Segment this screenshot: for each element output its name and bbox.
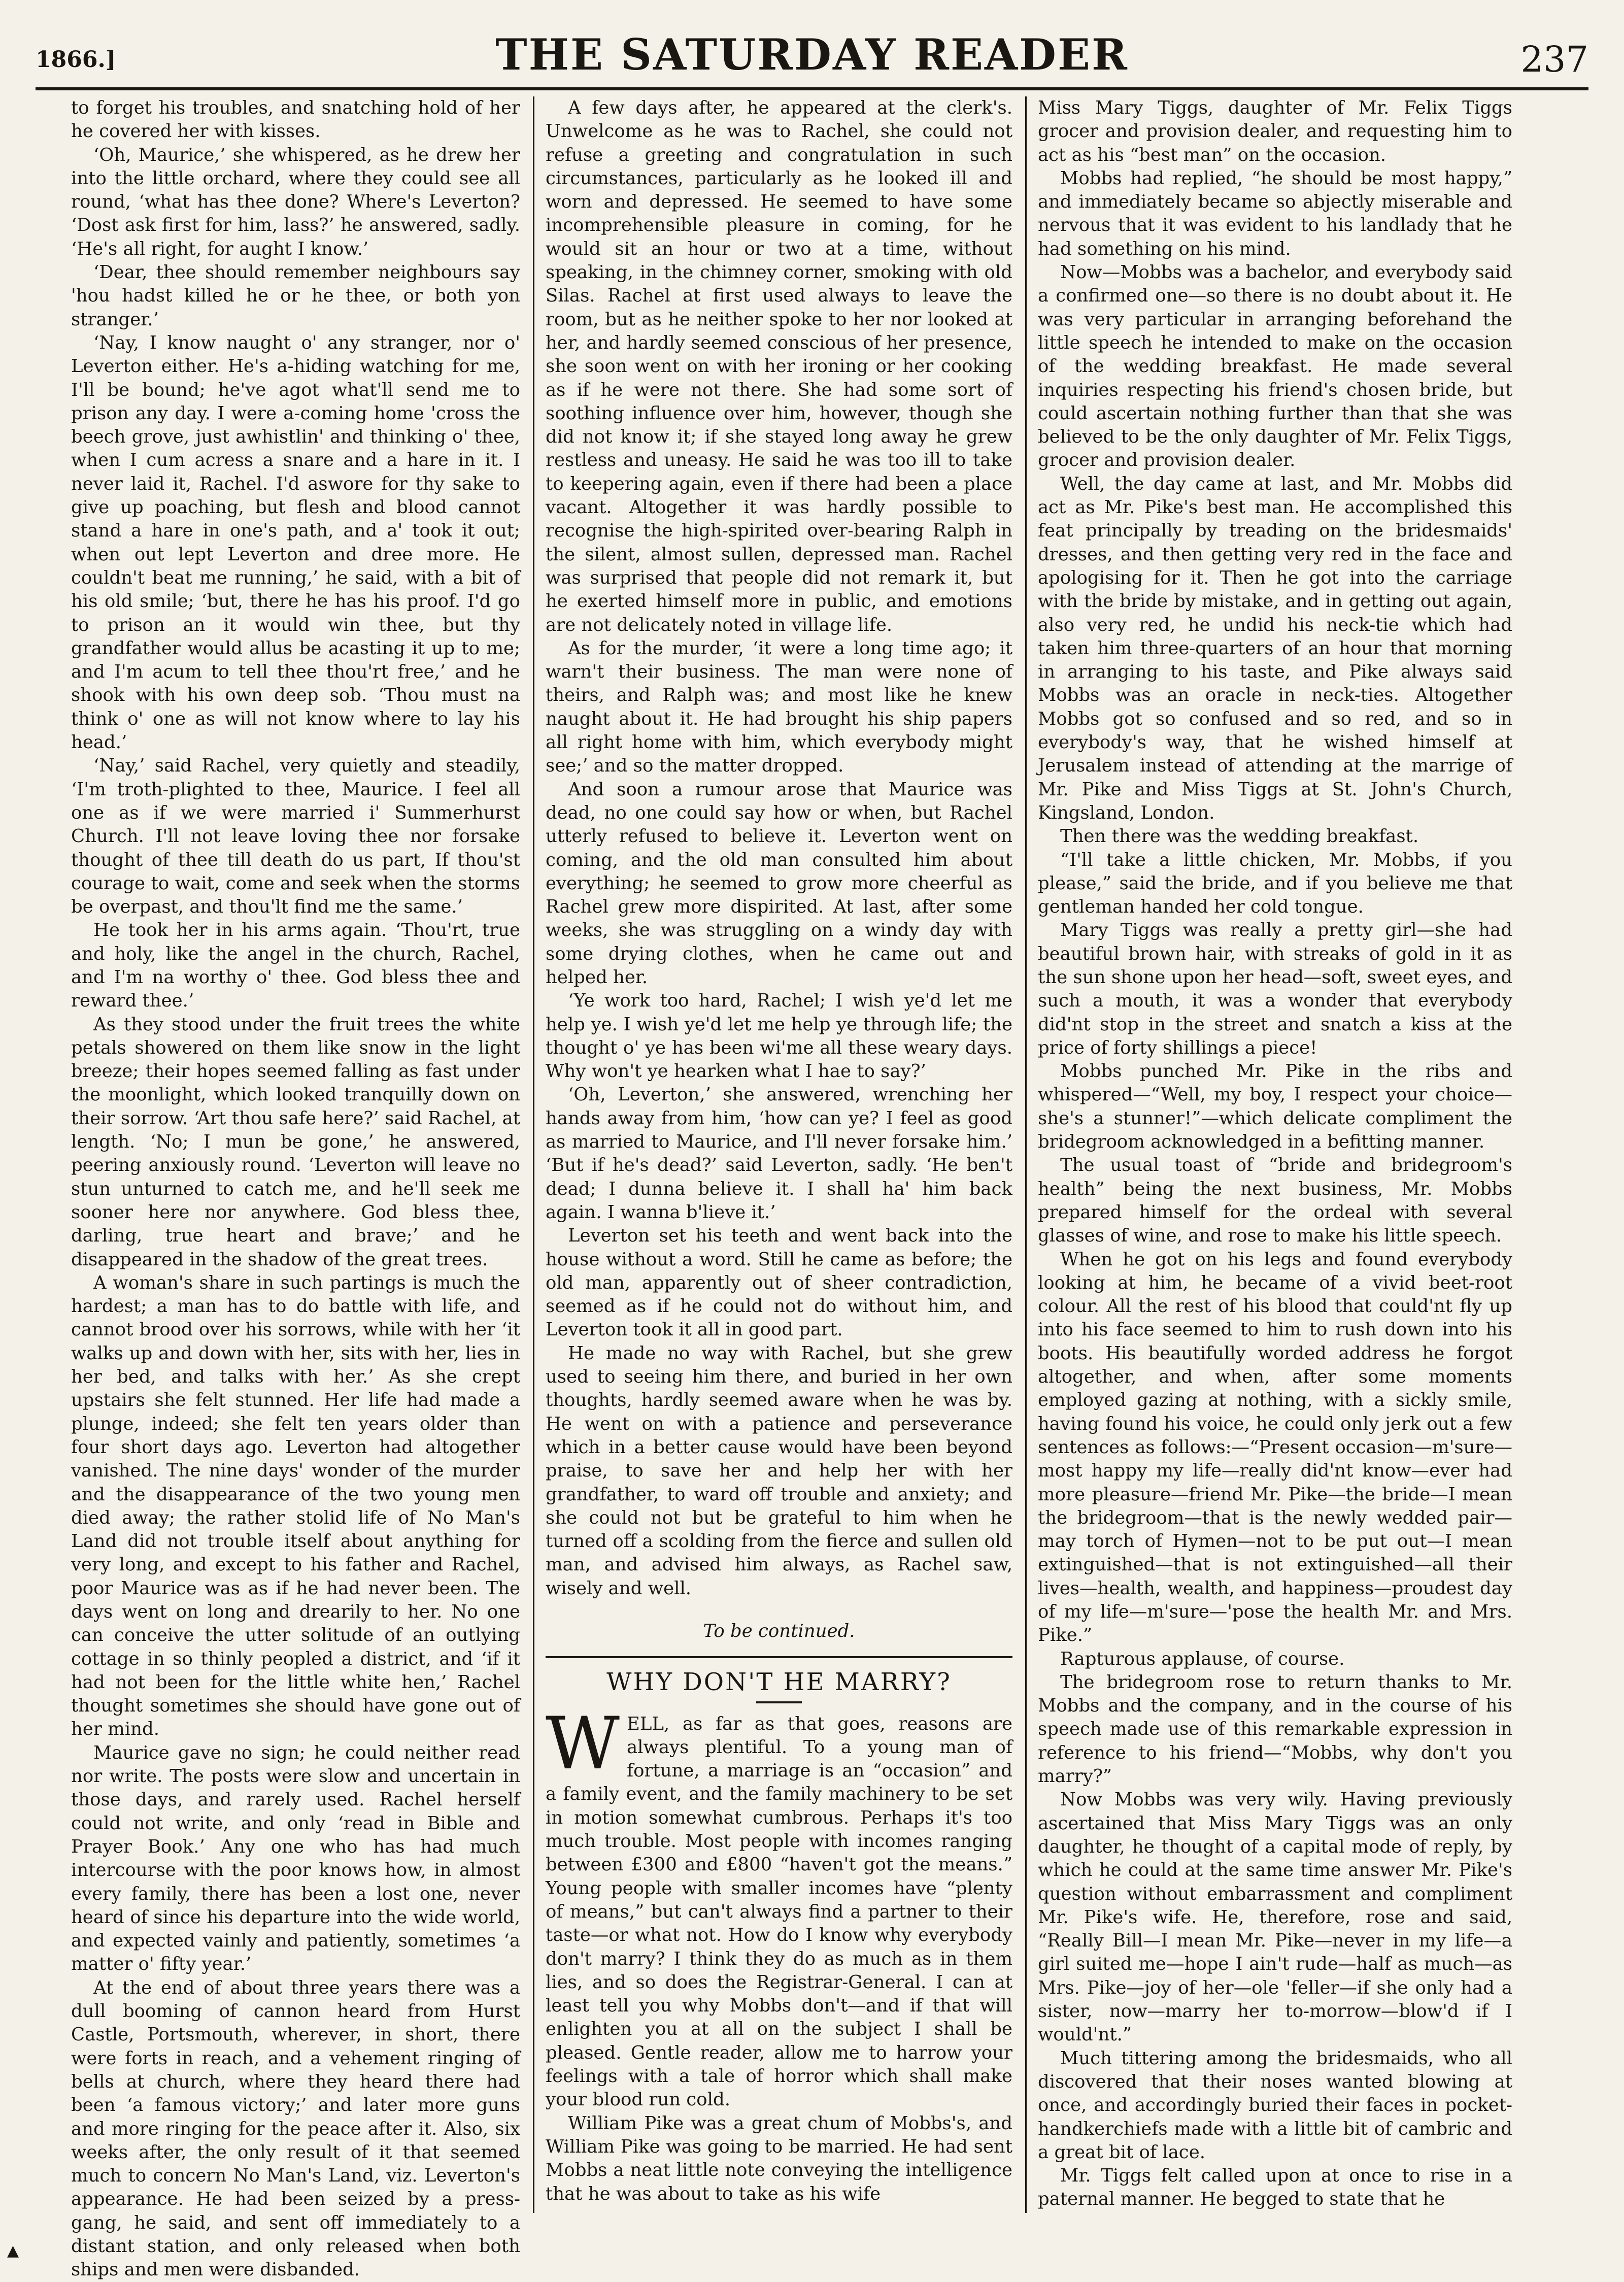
paragraph: Mobbs punched Mr. Pike in the ribs and whispered—“Well, my boy, I respect your choice—she's a stunner!”—which delicate compliment the bridegroom acknowledged in a befitting manner. xyxy=(1038,1061,1512,1153)
paragraph: Mary Tiggs was really a pretty girl—she had beautiful brown hair, with streaks of gold in it as the sun shone upon her head—soft, sweet eyes, and such a mouth, it was a wonder that everybody did'nt stop in the street and snatch a kiss at the price of forty shillings a piece! xyxy=(1038,920,1512,1058)
drop-cap: W xyxy=(546,1701,620,1786)
paragraph: When he got on his legs and found everybody looking at him, he became of a vivid beet-root colour. All the rest of his blood that could'nt fly up into his face seemed to him to rush down into his boots. His beautifully worded address he forgot altogether, and when, after some moments employed gazing at nothing, with a sickly smile, having found his voice, he could only jerk out a few sentences as follows:—“Present occasion—m'sure—most happy my life—really did'nt know—ever had more pleasure—friend Mr. Pike—the bride—I mean the bridegroom—that is the newly wedded pair—may torch of Hymen—not to be put out—I mean extinguished—that is not extinguished—all their lives—health, wealth, and happiness—proudest day of my life—m'sure—'pose the health Mr. and Mrs. Pike.” xyxy=(1038,1249,1512,1646)
publication-title: THE SATURDAY READER xyxy=(495,29,1129,80)
paragraph: Mr. Tiggs felt called upon at once to rise in a paternal manner. He begged to state that he xyxy=(1038,2165,1512,2210)
text-column-1 xyxy=(71,96,520,2280)
paragraph: Leverton set his teeth and went back into the house without a word. Still he came as before; the old man, apparently out of sheer contradiction, seemed as if he could not do without him, and Leverton took it all in good part. xyxy=(546,1225,1012,1340)
paragraph: ‘Ye work too hard, Rachel; I wish ye'd let me help ye. I wish ye'd let me help ye through life; the thought o' ye has been wi'me all these weary days. Why won't ye hearken what I hae to say?’ xyxy=(546,990,1012,1082)
paragraph: A few days after, he appeared at the clerk's. Unwelcome as he was to Rachel, she could not refuse a greeting and congratulation in such circumstances, particularly as he looked ill and worn and depressed. He seemed to have some incomprehensible pleasure in coming, for he would sit an hour or two at a time, without speaking, in the chimney corner, smoking with old Silas. Rachel at first used always to leave the room, but as he neither spoke to her nor looked at her, and hardly seemed conscious of her presence, she soon went on with her ironing or her cooking as if he were not there. She had some sort of soothing influence over him, however, though she did not know it; if she stayed long away he grew restless and uneasy. He said he was too ill to take to keepering again, even if there had been a place vacant. Altogether it was hardly possible to recognise the high-spirited over-bearing Ralph in the silent, almost sullen, depressed man. Rachel was surprised that people did not remark it, but he exerted himself more in public, and emotions are not delicately noted in village life. xyxy=(546,97,1012,635)
paragraph: Now Mobbs was very wily. Having previously ascertained that Miss Mary Tiggs was an only daughter, he thought of a capital mode of reply, by which he could at the same time answer Mr. Pike's question without embarrassment and compliment Mr. Pike's wife. He, therefore, rose and said, “Really Bill—I mean Mr. Pike—never in my life—a girl suited me—hope I ain't rude—half as much—as Mrs. Pike—joy of her—ole 'feller—if she only had a sister, now—marry her to-morrow—blow'd if I would'nt.” xyxy=(1038,1789,1512,2045)
article-title: WHY DON'T HE MARRY? xyxy=(606,1668,952,1697)
paragraph: Much tittering among the bridesmaids, who all discovered that their noses wanted blowing at once, and accordingly buried their faces in pocket-handkerchiefs made with a little bit of cambric and a great bit of lace. xyxy=(1038,2048,1512,2163)
page-header xyxy=(36,29,1588,80)
paragraph: ‘Nay, I know naught o' any stranger, nor o' Leverton either. He's a-hiding watching for me, I'll be bound; he've agot what'll send me to prison any day. I were a-coming home 'cross the beech grove, just awhistlin' and thinking o' thee, when I cum acress a snare and a hare in it. I never laid it, Rachel. I'd aswore for thy sake to give up poaching, but flesh and blood cannot stand a hare in one's path, and a' took it out; when out lept Leverton and dree more. He couldn't beat me running,’ he said, with a bit of his old smile; ‘but, there he has his proof. I'd go to prison an it would win thee, but thy grandfather would allus be acasting it up to me; and I'm acum to tell thee thou'rt free,’ and he shook with his own deep sob. ‘Thou must na think o' one as will not know where to lay his head.’ xyxy=(71,332,520,753)
paragraph: ‘Dear, thee should remember neighbours say 'hou hadst killed he or he thee, or both yon stranger.’ xyxy=(71,262,520,330)
paragraph: He took her in his arms again. ‘Thou'rt, true and holy, like the angel in the church, Rachel, and I'm na worthy o' thee. God bless thee and reward thee.’ xyxy=(71,920,520,1012)
paragraph: to forget his troubles, and snatching hold of her he covered her with kisses. xyxy=(71,97,520,142)
column-divider-2 xyxy=(1025,96,1027,2213)
paragraph: As they stood under the fruit trees the white petals showered on them like snow in the light breeze; their hopes seemed falling as fast under the moonlight, which looked tranquilly down on their sorrow. ‘Art thou safe here?’ said Rachel, at length. ‘No; I mun be gone,’ he answered, peering anxiously round. ‘Leverton will leave no stun unturned to catch me, and he'll seek me sooner here nor anywhere. God bless thee, darling, true heart and brave;’ and he disappeared in the shadow of the great trees. xyxy=(71,1014,520,1270)
paragraph: As for the murder, ‘it were a long time ago; it warn't their business. The man were none of theirs, and Ralph was; and most like he knew naught about it. He had brought his ship papers all right home with him, which everybody might see;’ and so the matter dropped. xyxy=(546,637,1012,777)
column-divider-1 xyxy=(533,96,534,2213)
paragraph: Then there was the wedding breakfast. xyxy=(1060,826,1419,847)
paragraph: ‘Oh, Maurice,’ she whispered, as he drew her into the little orchard, where they could see all round, ‘what has thee done? Where's Leverton? ‘Dost ask first for him, lass?’ he answered, sadly. ‘He's all right, for aught I know.’ xyxy=(71,144,520,259)
paragraph: And soon a rumour arose that Maurice was dead, no one could say how or when, but Rachel utterly refused to believe it. Leverton went on coming, and the old man consulted him about everything; he seemed to grow more cheerful as Rachel grew more dispirited. At last, after some weeks, she was struggling on a windy day with some drying clothes, when he came out and helped her. xyxy=(546,779,1012,988)
corner-mark: ▲ xyxy=(7,2242,19,2260)
paragraph: Mobbs had replied, “he should be most happy,” and immediately became so abjectly miserable and nervous that it was evident to his landlady that he had something on his mind. xyxy=(1038,167,1512,259)
page-year: 1866.] xyxy=(36,47,116,73)
page-number: 237 xyxy=(1520,39,1588,80)
article-paragraph xyxy=(546,1701,1012,2112)
text-column-2 xyxy=(546,96,1012,2218)
header-rule xyxy=(36,87,1588,90)
paragraph: ‘Oh, Leverton,’ she answered, wrenching her hands away from him, ‘how can ye? I feel as good as married to Maurice, and I'll never forsake him.’ ‘But if he's dead?’ said Leverton, sadly. ‘He ben't dead; I dunna believe it. I shall ha' him back again. I wanna b'lieve it.’ xyxy=(546,1084,1012,1223)
article-paragraph: William Pike was a great chum of Mobbs's, and William Pike was going to be married. He had sent Mobbs a neat little note conveying the intelligence that he was about to take as his wife xyxy=(546,2112,1012,2204)
section-divider xyxy=(546,1656,1012,1658)
to-be-continued: To be continued. xyxy=(703,1621,855,1641)
paragraph: Rapturous applause, of course. xyxy=(1060,1648,1345,1669)
paragraph: The usual toast of “bride and bridegroom's health” being the next business, Mr. Mobbs prepared himself for the ordeal with several glasses of wine, and rose to make his little speech. xyxy=(1038,1155,1512,1247)
paragraph: Now—Mobbs was a bachelor, and everybody said a confirmed one—so there is no doubt about it. He was very particular in arranging beforehand the little speech he intended to make on the occasion of the wedding breakfast. He made several inquiries respecting his friend's chosen bride, but could ascertain nothing further than that she was believed to be the only daughter of Mr. Felix Tiggs, grocer and provision dealer. xyxy=(1038,262,1512,471)
paragraph: Miss Mary Tiggs, daughter of Mr. Felix Tiggs grocer and provision dealer, and requesting him to act as his “best man” on the occasion. xyxy=(1038,97,1512,165)
paragraph: A woman's share in such partings is much the hardest; a man has to do battle with life, and cannot brood over his sorrows, while with her ‘it walks up and down with her, sits with her, lies in her bed, and talks with her.’ As she crept upstairs she felt stunned. Her life had made a plunge, indeed; she felt ten years older than four short days ago. Leverton had altogether vanished. The nine days' wonder of the murder and the disappearance of the two young men died away; the rather stolid life of No Man's Land did not trouble itself about anything for very long, and except to his father and Rachel, poor Maurice was as if he had never been. The days went on long and drearily to her. No one can conceive the utter solitude of an outlying cottage in so thinly peopled a district, and ‘if it had not been for the little white hen,’ Rachel thought sometimes she should have gone out of her mind. xyxy=(71,1272,520,1740)
paragraph: The bridegroom rose to return thanks to Mr. Mobbs and the company, and in the course of his speech made use of this remarkable expression in reference to his friend—“Mobbs, why don't you marry?” xyxy=(1038,1671,1512,1787)
article-paragraph-text: ELL, as far as that goes, reasons are always plentiful. To a young man of fortune, a marriage is an “occasion” and a family event, and the family machinery to be set in motion somewhat cumbrous. Perhaps it's too much trouble. Most people with incomes ranging between £300 and £800 “haven't got the means.” Young people with smaller incomes have “plenty of means,” but can't always find a partner to their taste—or what not. How do I know why everybody don't marry? I think they do as much as in them lies, and so does the Registrar-General. I can at least tell you why Mobbs don't—and if that will enlighten you at all on the subject I shall be pleased. Gentle reader, allow me to harrow your feelings with a tale of horror which shall make your blood run cold. xyxy=(546,1713,1012,2110)
paragraph: He made no way with Rachel, but she grew used to seeing him there, and buried in her own thoughts, hardly seemed aware when he was by. He went on with a patience and perseverance which in a better cause would have been beyond praise, to save her and help her with her grandfather, to ward off trouble and anxiety; and she could not but be grateful to him when he turned off a scolding from the fierce and sullen old man, and advised him always, as Rachel saw, wisely and well. xyxy=(546,1343,1012,1599)
paragraph: Maurice gave no sign; he could neither read nor write. The posts were slow and uncertain in those days, and rarely used. Rachel herself could not write, and only ‘read in Bible and Prayer Book.’ Any one who has had much intercourse with the poor knows how, in almost every family, there has been a lost one, never heard of since his departure into the wide world, and expected vainly and patiently, sometimes ‘a matter o' fifty year.’ xyxy=(71,1742,520,1975)
story-continuation xyxy=(546,96,1012,1600)
paragraph: “I'll take a little chicken, Mr. Mobbs, if you please,” said the bride, and if you believe me that gentleman handed her cold tongue. xyxy=(1038,849,1512,918)
title-rule xyxy=(756,1701,802,1703)
paragraph: At the end of about three years there was a dull booming of cannon heard from Hurst Castle, Portsmouth, wherever, in short, there were forts in reach, and a vehement ringing of bells at church, where they heard there had been ‘a famous victory;’ and later more guns and more ringing for the peace after it. Also, six weeks after, the only result of it that seemed much to concern No Man's Land, viz. Leverton's appearance. He had been seized by a press-gang, he said, and sent off immediately to a distant station, and only released when both ships and men were disbanded. xyxy=(71,1977,520,2280)
paragraph: ‘Nay,’ said Rachel, very quietly and steadily, ‘I'm troth-plighted to thee, Maurice. I feel all one as if we were married i' Summerhurst Church. I'll not leave loving thee nor forsake thought of thee till death do us part, If thou'st courage to wait, come and seek when the storms be overpast, and thou'lt find me the same.’ xyxy=(71,755,520,918)
text-column-3 xyxy=(1038,96,1512,2218)
article-body xyxy=(546,1701,1012,2206)
paragraph: Well, the day came at last, and Mr. Mobbs did act as Mr. Pike's best man. He accomplished this feat principally by treading on the bridesmaids' dresses, and then getting very red in the face and apologising for it. Then he got into the carriage with the bride by mistake, and in getting out again, also very red, he undid his neck-tie which had taken him three-quarters of an hour that morning in arranging to his taste, and Pike always said Mobbs was an oracle in neck-ties. Altogether Mobbs got so confused and so red, and so in everybody's way, that he wished himself at Jerusalem instead of attending at the marrige of Mr. Pike and Miss Tiggs at St. John's Church, Kingsland, London. xyxy=(1038,473,1512,823)
